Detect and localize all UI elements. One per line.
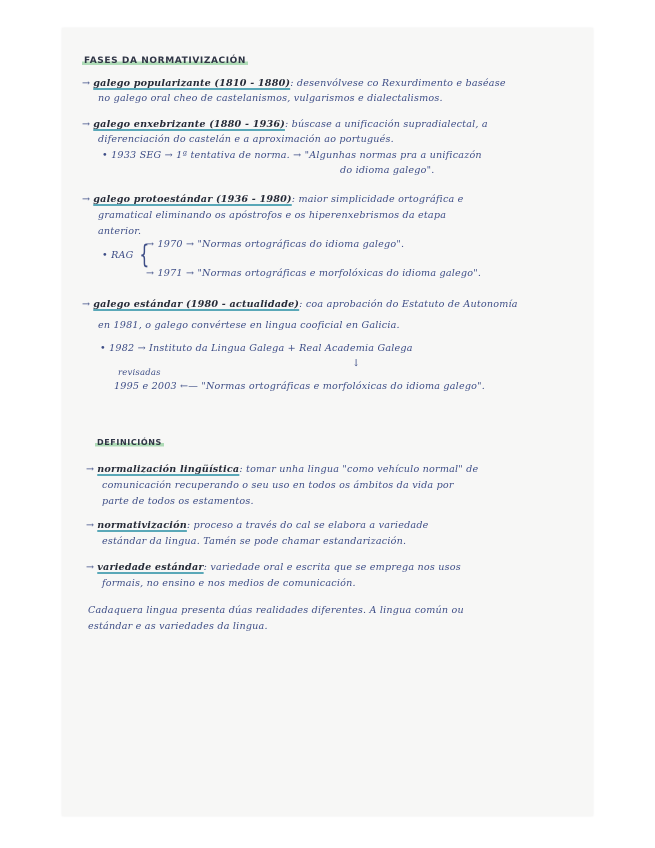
def2-text1: : proceso a través do cal se elabora a variedade bbox=[186, 520, 429, 531]
fase2-line2: diferenciación do castelán e a aproximación ao portugués. bbox=[98, 134, 394, 145]
def1-line2: comunicación recuperando o seu uso en todos os ámbitos da vida por bbox=[102, 480, 454, 491]
fase3-line1 bbox=[82, 195, 464, 205]
arrow-icon: → bbox=[86, 464, 95, 475]
arrow-icon: → bbox=[82, 119, 91, 130]
def2-term: normativización bbox=[97, 520, 187, 531]
fase1-line2: no galego oral cheo de castelanismos, vulgarismos e dialectalismos. bbox=[98, 93, 443, 104]
arrow-icon: → bbox=[82, 194, 91, 205]
fase4-line4: 1995 e 2003 ←— "Normas ortográficas e morfolóxicas do idioma galego". bbox=[114, 381, 485, 392]
fase4-text1: : coa aprobación do Estatuto de Autonomía bbox=[299, 299, 518, 310]
arrow-icon: → bbox=[82, 299, 91, 310]
def1-line1 bbox=[86, 465, 478, 475]
def3-line1 bbox=[86, 563, 461, 573]
fase4-line2: en 1981, o galego convértese en lingua cooficial en Galicia. bbox=[98, 320, 400, 331]
fase4-term: galego estándar (1980 - actualidade) bbox=[93, 299, 300, 310]
brace-icon: { bbox=[139, 240, 150, 270]
def3-term: variedade estándar bbox=[97, 562, 204, 573]
def1-term: normalización lingüística bbox=[97, 464, 240, 475]
fase2-text1: : búscase a unificación supradialectal, a bbox=[284, 119, 488, 130]
def1-text1: : tomar unha lingua "como vehículo normal" de bbox=[239, 464, 479, 475]
fase3-term: galego protoestándar (1936 - 1980) bbox=[93, 194, 292, 205]
def2-line1 bbox=[86, 521, 429, 531]
fase4-revisadas: revisadas bbox=[118, 368, 161, 378]
fase2-line4: do idioma galego". bbox=[340, 165, 435, 176]
def3-line2: formais, no ensino e nos medios de comunicación. bbox=[102, 578, 356, 589]
heading-fases bbox=[82, 57, 248, 66]
heading-definicions-text: DEFINICIÓNS bbox=[97, 438, 162, 447]
fase2-term: galego enxebrizante (1880 - 1936) bbox=[93, 119, 285, 130]
notebook-page bbox=[62, 28, 593, 816]
fase3-text1: : maior simplicidade ortográfica e bbox=[291, 194, 464, 205]
closing-line2: estándar e as variedades da lingua. bbox=[88, 621, 268, 632]
heading-fases-text: FASES DA NORMATIVIZACIÓN bbox=[84, 56, 247, 66]
fase1-text1: : desenvólvese co Rexurdimento e baséase bbox=[290, 78, 506, 89]
fase3-rag-1971: → 1971 → "Normas ortográficas e morfolóxicas do idioma galego". bbox=[146, 268, 482, 279]
fase1-term: galego popularizante (1810 - 1880) bbox=[93, 78, 291, 89]
def3-text1: : variedade oral e escrita que se emprega nos usos bbox=[203, 562, 461, 573]
fase3-line2: gramatical eliminando os apóstrofos e os hiperenxebrismos da etapa bbox=[98, 210, 447, 221]
def1-line3: parte de todos os estamentos. bbox=[102, 496, 254, 507]
arrow-icon: → bbox=[86, 562, 95, 573]
fase2-line1 bbox=[82, 120, 488, 130]
fase3-line3: anterior. bbox=[98, 226, 142, 237]
fase3-rag-1970: → 1970 → "Normas ortográficas do idioma galego". bbox=[146, 239, 405, 250]
fase1-line1 bbox=[82, 79, 506, 89]
fase4-line1 bbox=[82, 300, 518, 310]
def2-line2: estándar da lingua. Tamén se pode chamar estandarización. bbox=[102, 536, 407, 547]
arrow-icon: → bbox=[86, 520, 95, 531]
closing-line1: Cadaquera lingua presenta dúas realidades diferentes. A lingua común ou bbox=[88, 605, 464, 616]
fase2-line3: • 1933 SEG → 1ª tentativa de norma. → "Algunhas normas pra a unificazón bbox=[102, 150, 482, 161]
down-arrow-icon: ↓ bbox=[352, 358, 361, 369]
fase3-rag-label: • RAG bbox=[102, 250, 134, 261]
heading-definicions bbox=[95, 439, 164, 447]
fase4-line3: • 1982 → Instituto da Lingua Galega + Real Academia Galega bbox=[100, 343, 413, 354]
arrow-icon: → bbox=[82, 78, 91, 89]
